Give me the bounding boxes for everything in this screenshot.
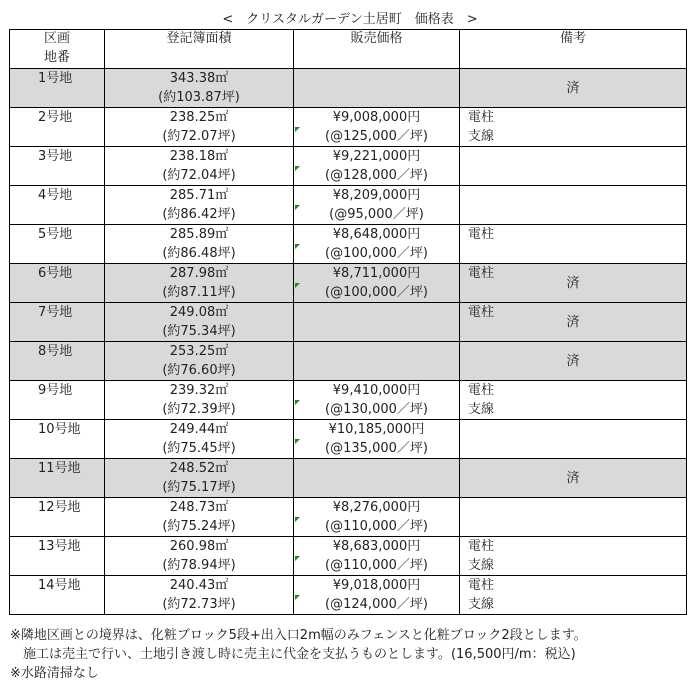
price-cell [294,420,460,459]
lot-number-cell [10,69,105,108]
price-value: ¥8,276,000円 [332,500,421,515]
unit-price: (@100,000／坪) [325,285,428,300]
lot-number-cell [10,147,105,186]
area-tsubo: (約87.11坪) [162,285,236,300]
sold-mark: 済 [566,81,580,96]
header-price: 販売価格 [294,30,460,69]
remark-item: 電柱 [468,383,495,398]
lot-number: 14号地 [38,578,81,593]
area-cell [105,381,294,420]
area-m2: 285.89㎡ [169,227,229,242]
area-tsubo: (約86.48坪) [162,246,236,261]
lot-number-cell [10,225,105,264]
price-value: ¥9,221,000円 [332,149,421,164]
remarks-cell [460,420,687,459]
lot-number: 11号地 [38,461,81,476]
price-cell [294,576,460,615]
remark-item: 支線 [468,597,495,612]
lot-number: 9号地 [38,383,73,398]
unit-price: (@128,000／坪) [325,168,428,183]
table-row [10,108,687,147]
remarks-lines [468,381,494,419]
remark-item: 支線 [468,129,495,144]
price-value: ¥8,648,000円 [332,227,421,242]
unit-price: (@95,000／坪) [329,207,424,222]
table-row [10,342,687,381]
area-cell [105,576,294,615]
cell-comment-marker-icon [295,517,300,522]
area-m2: 285.71㎡ [169,188,229,203]
remarks-cell [460,186,687,225]
table-row [10,420,687,459]
remarks-cell [460,69,687,108]
remarks-cell [460,225,687,264]
table-row [10,381,687,420]
price-cell [294,498,460,537]
remark-item: 支線 [468,558,495,573]
remarks-lines [468,537,494,575]
price-cell [294,381,460,420]
price-value: ¥9,410,000円 [332,383,421,398]
area-m2: 248.52㎡ [169,461,229,476]
table-row [10,264,687,303]
area-m2: 253.25㎡ [169,344,229,359]
remark-item: 電柱 [468,539,495,554]
lot-number: 2号地 [38,110,73,125]
lot-number: 10号地 [38,422,81,437]
header-lot-no-line1: 区画 [43,31,70,46]
price-cell [294,264,460,303]
remarks-cell [460,576,687,615]
area-m2: 238.25㎡ [169,110,229,125]
lot-number-cell [10,498,105,537]
unit-price: (@125,000／坪) [325,129,428,144]
remarks-cell [460,303,687,342]
cell-comment-marker-icon [295,166,300,171]
area-cell [105,303,294,342]
sold-mark: 済 [566,354,580,369]
header-remarks: 備考 [460,30,687,69]
unit-price: (@100,000／坪) [325,246,428,261]
lot-number-cell [10,420,105,459]
area-cell [105,69,294,108]
area-cell [105,186,294,225]
area-m2: 238.18㎡ [169,149,229,164]
cell-comment-marker-icon [295,205,300,210]
remarks-cell [460,498,687,537]
remarks-lines [468,576,494,614]
cell-comment-marker-icon [295,400,300,405]
area-m2: 240.43㎡ [169,578,229,593]
table-row [10,303,687,342]
remark-item: 電柱 [468,305,495,320]
price-value: ¥8,711,000円 [332,266,421,281]
area-cell [105,459,294,498]
lot-number-cell [10,576,105,615]
header-lot-no-line2: 地番 [43,50,70,65]
area-tsubo: (約75.17坪) [162,480,236,495]
area-tsubo: (約72.07坪) [162,129,236,144]
lot-number-cell [10,342,105,381]
cell-comment-marker-icon [295,127,300,132]
lot-number-cell [10,381,105,420]
table-body [10,69,687,615]
area-m2: 260.98㎡ [169,539,229,554]
table-row [10,576,687,615]
unit-price: (@124,000／坪) [325,597,428,612]
header-area: 登記簿面積 [105,30,294,69]
area-tsubo: (約86.42坪) [162,207,236,222]
remark-item: 電柱 [468,110,495,125]
header-lot-no [10,30,105,69]
remarks-cell [460,342,687,381]
remark-item: 電柱 [468,578,495,593]
remarks-cell [460,459,687,498]
area-m2: 248.73㎡ [169,500,229,515]
remarks-cell [460,381,687,420]
remark-item: 電柱 [468,227,495,242]
table-row [10,147,687,186]
notes [10,626,587,683]
lot-number: 4号地 [38,188,73,203]
area-cell [105,108,294,147]
lot-number: 8号地 [38,344,73,359]
cell-comment-marker-icon [295,595,300,600]
table-row [10,186,687,225]
remarks-cell [460,108,687,147]
note-line-3: ※水路清掃なし [10,666,99,681]
unit-price: (@135,000／坪) [325,441,428,456]
area-tsubo: (約72.73坪) [162,597,236,612]
price-cell [294,108,460,147]
price-value: ¥9,018,000円 [332,578,421,593]
unit-price: (@130,000／坪) [325,402,428,417]
area-m2: 287.98㎡ [169,266,229,281]
price-cell [294,147,460,186]
price-value: ¥8,209,000円 [332,188,421,203]
sold-mark: 済 [566,276,580,291]
table-header-row [10,30,687,69]
area-m2: 249.44㎡ [169,422,229,437]
table-row [10,225,687,264]
remark-item: 支線 [468,402,495,417]
area-m2: 343.38㎡ [169,71,229,86]
price-cell [294,342,460,381]
price-table [9,29,687,615]
price-cell [294,303,460,342]
price-value: ¥8,683,000円 [332,539,421,554]
area-tsubo: (約103.87坪) [158,90,240,105]
area-tsubo: (約72.04坪) [162,168,236,183]
remarks-cell [460,537,687,576]
area-tsubo: (約75.34坪) [162,324,236,339]
table-row [10,459,687,498]
lot-number: 3号地 [38,149,73,164]
lot-number-cell [10,108,105,147]
price-value: ¥9,008,000円 [332,110,421,125]
area-m2: 249.08㎡ [169,305,229,320]
remarks-cell [460,147,687,186]
price-cell [294,459,460,498]
remark-item: 電柱 [468,266,495,281]
lot-number-cell [10,264,105,303]
lot-number-cell [10,537,105,576]
area-cell [105,147,294,186]
sold-mark: 済 [566,471,580,486]
lot-number: 5号地 [38,227,73,242]
page-title: < クリスタルガーデン土居町 価格表 > [222,12,478,27]
remarks-lines [468,225,494,244]
table-row [10,498,687,537]
table-row [10,69,687,108]
price-value: ¥10,185,000円 [328,422,425,437]
table-row [10,537,687,576]
area-cell [105,498,294,537]
sold-mark: 済 [566,315,580,330]
lot-number: 7号地 [38,305,73,320]
area-cell [105,537,294,576]
area-m2: 239.32㎡ [169,383,229,398]
lot-number-cell [10,303,105,342]
remarks-lines [468,108,494,146]
unit-price: (@110,000／坪) [325,519,428,534]
area-cell [105,264,294,303]
area-tsubo: (約75.45坪) [162,441,236,456]
price-cell [294,186,460,225]
price-cell [294,225,460,264]
lot-number-cell [10,459,105,498]
area-tsubo: (約78.94坪) [162,558,236,573]
price-cell [294,69,460,108]
cell-comment-marker-icon [295,439,300,444]
area-cell [105,225,294,264]
lot-number-cell [10,186,105,225]
area-tsubo: (約76.60坪) [162,363,236,378]
lot-number: 13号地 [38,539,81,554]
area-cell [105,342,294,381]
unit-price: (@110,000／坪) [325,558,428,573]
note-line-2: 施工は売主で行い、土地引き渡し時に売主に代金を支払うものとします。(16,500円/m：税込) [10,647,576,662]
area-tsubo: (約72.39坪) [162,402,236,417]
lot-number: 12号地 [38,500,81,515]
cell-comment-marker-icon [295,556,300,561]
price-cell [294,537,460,576]
note-line-1: ※隣地区画との境界は、化粧ブロック5段+出入口2m幅のみフェンスと化粧ブロック2段とします。 [10,628,587,643]
cell-comment-marker-icon [295,244,300,249]
lot-number: 6号地 [38,266,73,281]
remarks-cell [460,264,687,303]
area-tsubo: (約75.24坪) [162,519,236,534]
cell-comment-marker-icon [295,283,300,288]
area-cell [105,420,294,459]
lot-number: 1号地 [38,71,73,86]
